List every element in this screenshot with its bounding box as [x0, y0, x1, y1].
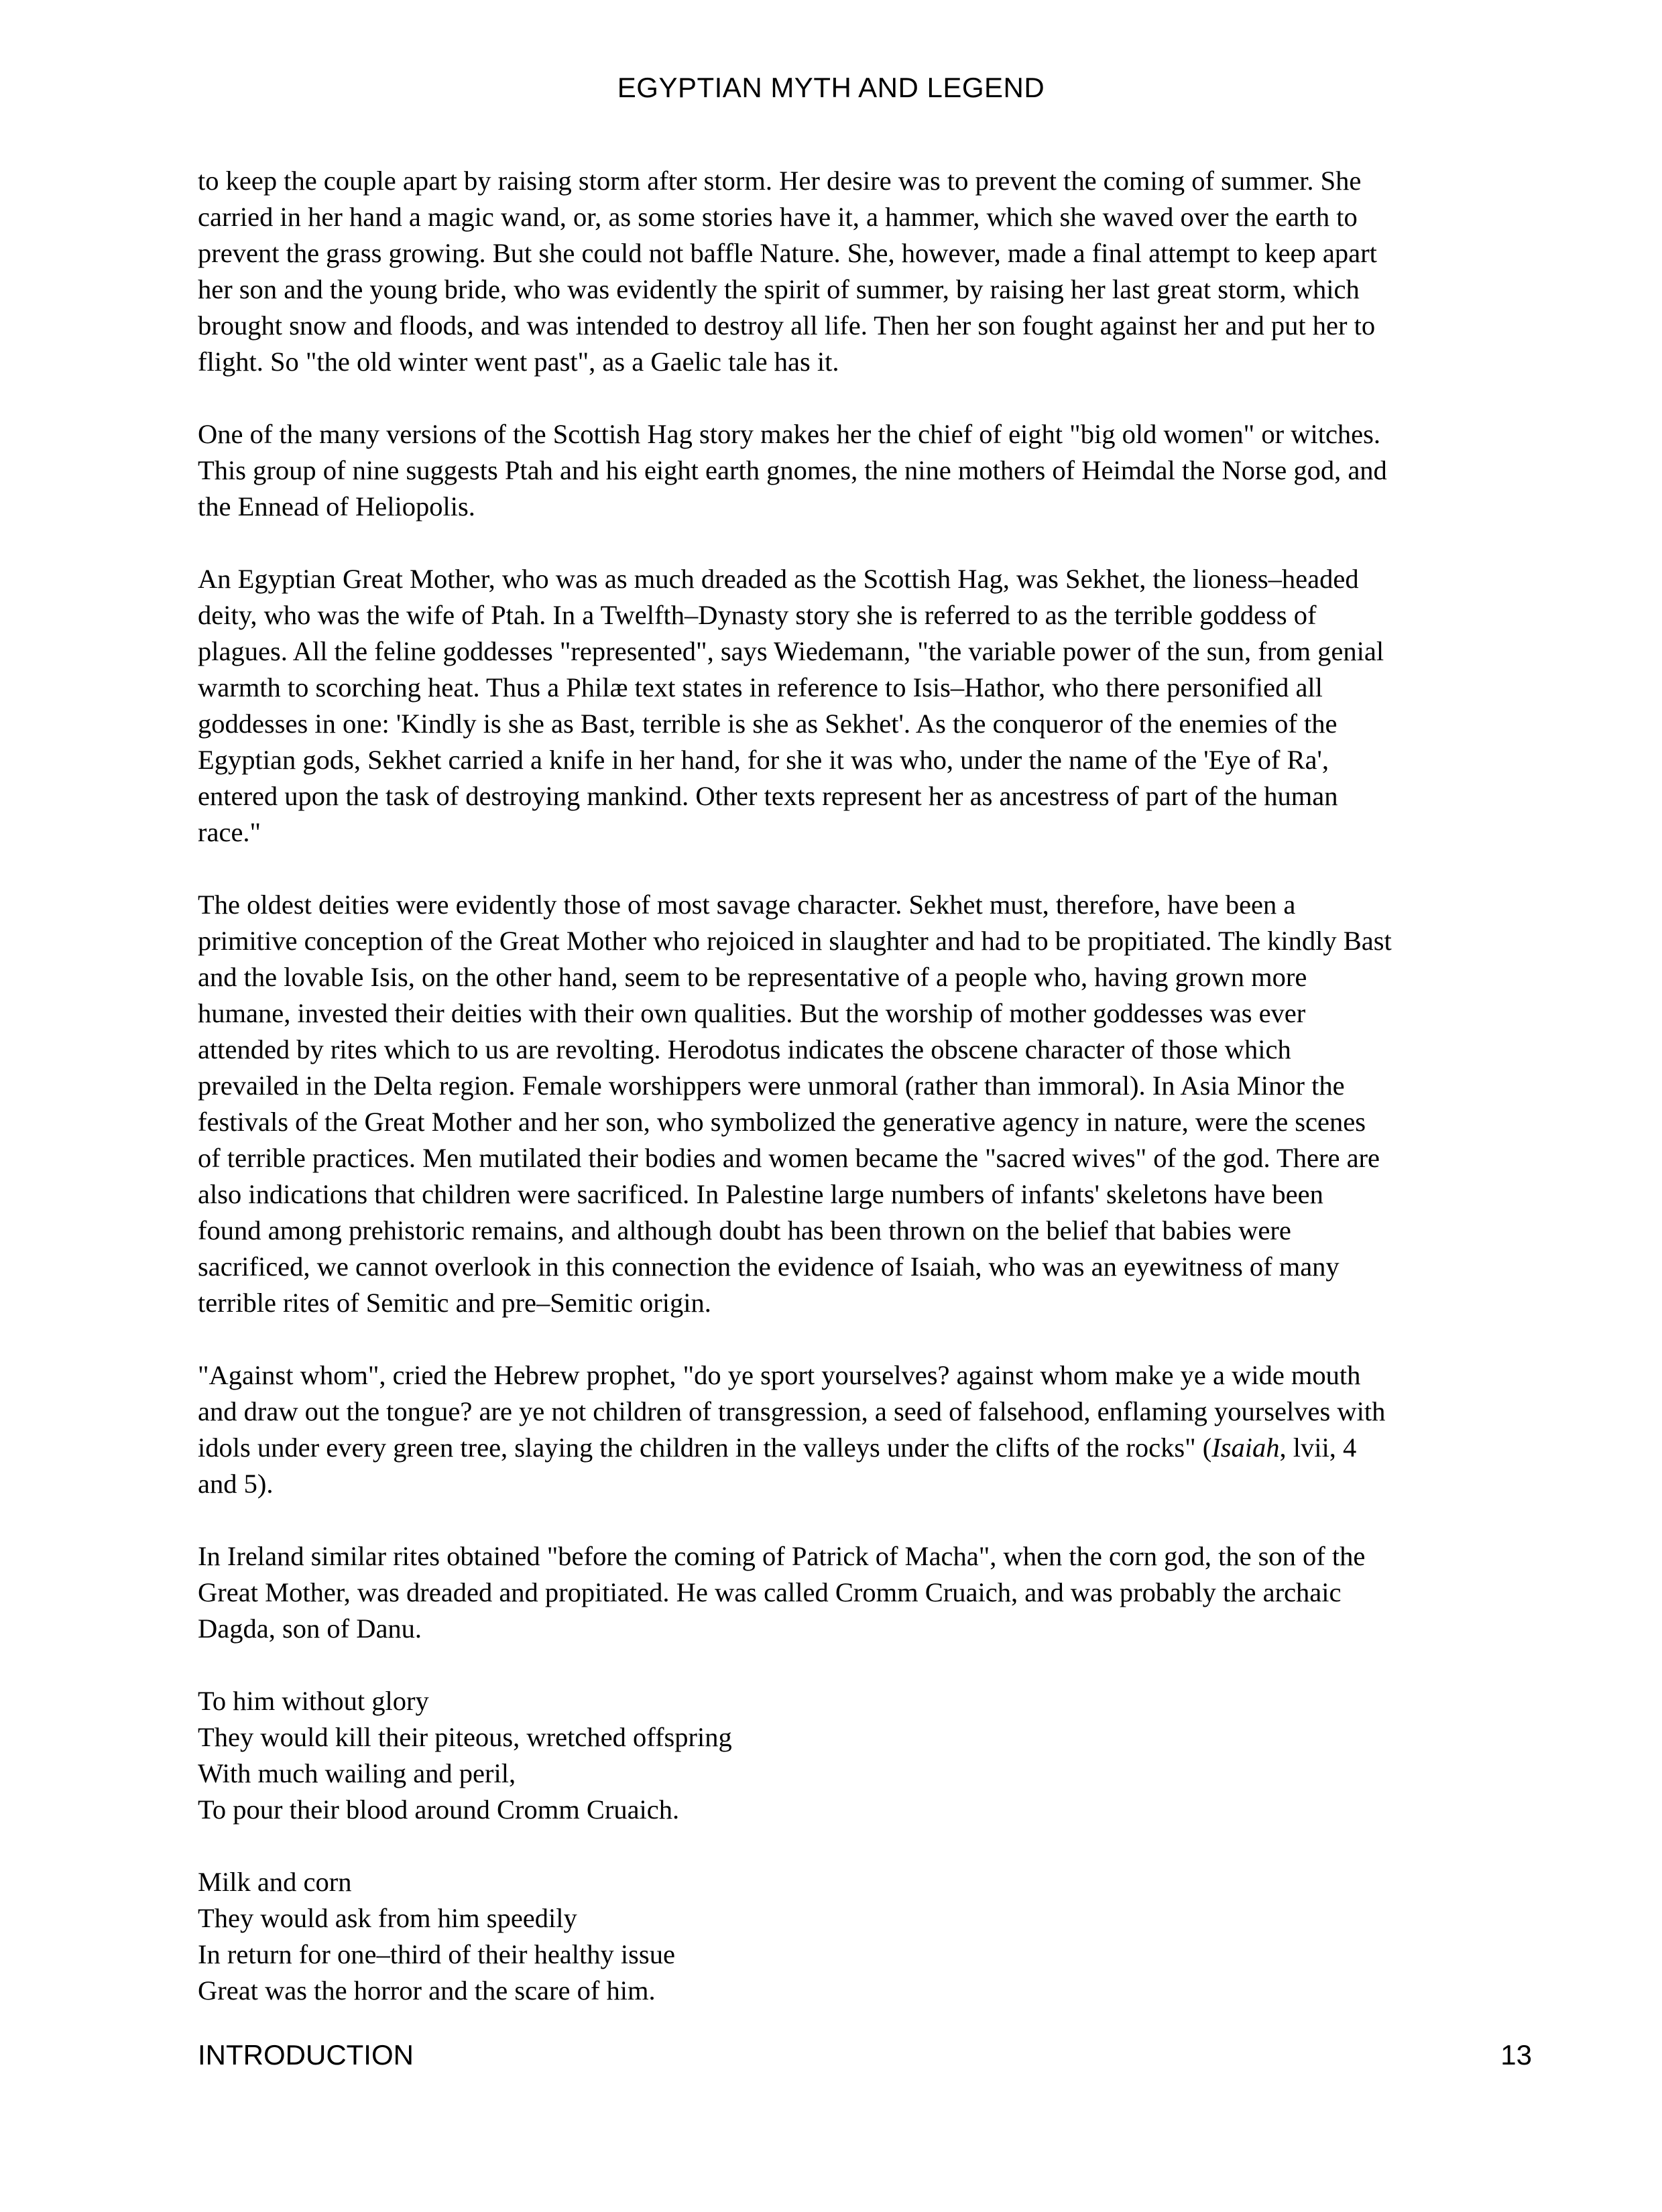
verse-line: They would ask from him speedily: [198, 1903, 577, 1933]
text-line: the Ennead of Heliopolis.: [198, 491, 475, 521]
text-line: attended by rites which to us are revolting. Herodotus indicates the obscene character of those which: [198, 1034, 1291, 1064]
text-line: The oldest deities were evidently those of most savage character. Sekhet must, therefore, have been a: [198, 889, 1296, 920]
paragraph-sekhet: [198, 561, 1539, 851]
text-line: prevailed in the Delta region. Female worshippers were unmoral (rather than immoral). In Asia Minor the: [198, 1070, 1345, 1101]
text-line: humane, invested their deities with their own qualities. But the worship of mother goddesses was ever: [198, 998, 1306, 1028]
text-line: carried in her hand a magic wand, or, as some stories have it, a hammer, which she waved over the earth to: [198, 202, 1358, 232]
verse-line: In return for one–third of their healthy issue: [198, 1939, 675, 1969]
text-line: One of the many versions of the Scottish Hag story makes her the chief of eight "big old women" or witches.: [198, 419, 1381, 449]
text-line: [198, 1430, 1539, 1466]
verse-line: With much wailing and peril,: [198, 1758, 516, 1788]
page-number: 13: [1500, 2039, 1532, 2071]
text-line: her son and the young bride, who was evidently the spirit of summer, by raising her last great storm, which: [198, 274, 1360, 304]
text-line: primitive conception of the Great Mother who rejoiced in slaughter and had to be propitiated. The kindly Bast: [198, 926, 1392, 956]
verse-line: Great was the horror and the scare of him.: [198, 1975, 656, 2006]
text-line: of terrible practices. Men mutilated their bodies and women became the "sacred wives" of the god. There are: [198, 1143, 1380, 1173]
text-line: Dagda, son of Danu.: [198, 1613, 422, 1644]
text-line: also indications that children were sacrificed. In Palestine large numbers of infants' skeletons have been: [198, 1179, 1323, 1209]
citation-title: Isaiah: [1211, 1432, 1280, 1463]
paragraph-isaiah-quote: [198, 1357, 1539, 1502]
text-line: This group of nine suggests Ptah and his eight earth gnomes, the nine mothers of Heimdal the Norse god, and: [198, 455, 1387, 485]
text-line: entered upon the task of destroying mankind. Other texts represent her as ancestress of part of the human: [198, 781, 1338, 811]
text-line: found among prehistoric remains, and although doubt has been thrown on the belief that babies were: [198, 1215, 1291, 1245]
text-line: terrible rites of Semitic and pre–Semitic origin.: [198, 1288, 711, 1318]
paragraph-oldest-deities: [198, 887, 1539, 1321]
text-line: and draw out the tongue? are ye not children of transgression, a seed of falsehood, enflaming yourselves with: [198, 1396, 1386, 1426]
text-line: and the lovable Isis, on the other hand, seem to be representative of a people who, having grown more: [198, 962, 1307, 992]
running-header: EGYPTIAN MYTH AND LEGEND: [617, 72, 1045, 103]
text-line: flight. So "the old winter went past", as a Gaelic tale has it.: [198, 347, 839, 377]
text-line: sacrificed, we cannot overlook in this connection the evidence of Isaiah, who was an eyewitness of many: [198, 1251, 1340, 1282]
paragraph-nine-witches: [198, 416, 1539, 525]
verse-line: Milk and corn: [198, 1867, 352, 1897]
verse-line: They would kill their piteous, wretched offspring: [198, 1722, 732, 1752]
verse-line: To pour their blood around Cromm Cruaich.: [198, 1794, 680, 1825]
paragraph-ireland: [198, 1538, 1539, 1647]
verse-stanza-two: [198, 1864, 1539, 2009]
text-line: prevent the grass growing. But she could not baffle Nature. She, however, made a final attempt to keep apart: [198, 238, 1377, 268]
text-line: In Ireland similar rites obtained "before the coming of Patrick of Macha", when the corn god, the son of the: [198, 1541, 1366, 1571]
text-line: plagues. All the feline goddesses "represented", says Wiedemann, "the variable power of the sun, from genial: [198, 636, 1384, 666]
text-segment: idols under every green tree, slaying the children in the valleys under the clifts of the rocks" (: [198, 1432, 1212, 1463]
text-line: "Against whom", cried the Hebrew prophet, "do ye sport yourselves? against whom make ye a wide mouth: [198, 1360, 1361, 1390]
text-line: goddesses in one: 'Kindly is she as Bast, terrible is she as Sekhet'. As the conqueror of the enemies of the: [198, 709, 1338, 739]
text-line: and 5).: [198, 1469, 274, 1499]
verse-stanza-one: [198, 1683, 1539, 1828]
text-line: warmth to scorching heat. Thus a Philæ text states in reference to Isis–Hathor, who there personified all: [198, 672, 1323, 702]
text-line: An Egyptian Great Mother, who was as much dreaded as the Scottish Hag, was Sekhet, the lioness–headed: [198, 564, 1359, 594]
citation-reference: , lvii, 4: [1279, 1432, 1357, 1463]
text-line: race.": [198, 817, 261, 847]
text-line: deity, who was the wife of Ptah. In a Twelfth–Dynasty story she is referred to as the terrible goddess of: [198, 600, 1317, 630]
body-text: [198, 163, 1539, 2045]
text-line: Egyptian gods, Sekhet carried a knife in her hand, for she it was who, under the name of the 'Eye of Ra',: [198, 745, 1329, 775]
text-line: to keep the couple apart by raising storm after storm. Her desire was to prevent the coming of summer. She: [198, 166, 1362, 196]
paragraph-hag-storm: [198, 163, 1539, 380]
verse-line: To him without glory: [198, 1686, 429, 1716]
text-line: festivals of the Great Mother and her son, who symbolized the generative agency in nature, were the scenes: [198, 1107, 1366, 1137]
text-line: Great Mother, was dreaded and propitiated. He was called Cromm Cruaich, and was probably the archaic: [198, 1577, 1342, 1607]
text-line: brought snow and floods, and was intended to destroy all life. Then her son fought against her and put her to: [198, 310, 1376, 341]
footer-section-title: INTRODUCTION: [198, 2039, 414, 2071]
